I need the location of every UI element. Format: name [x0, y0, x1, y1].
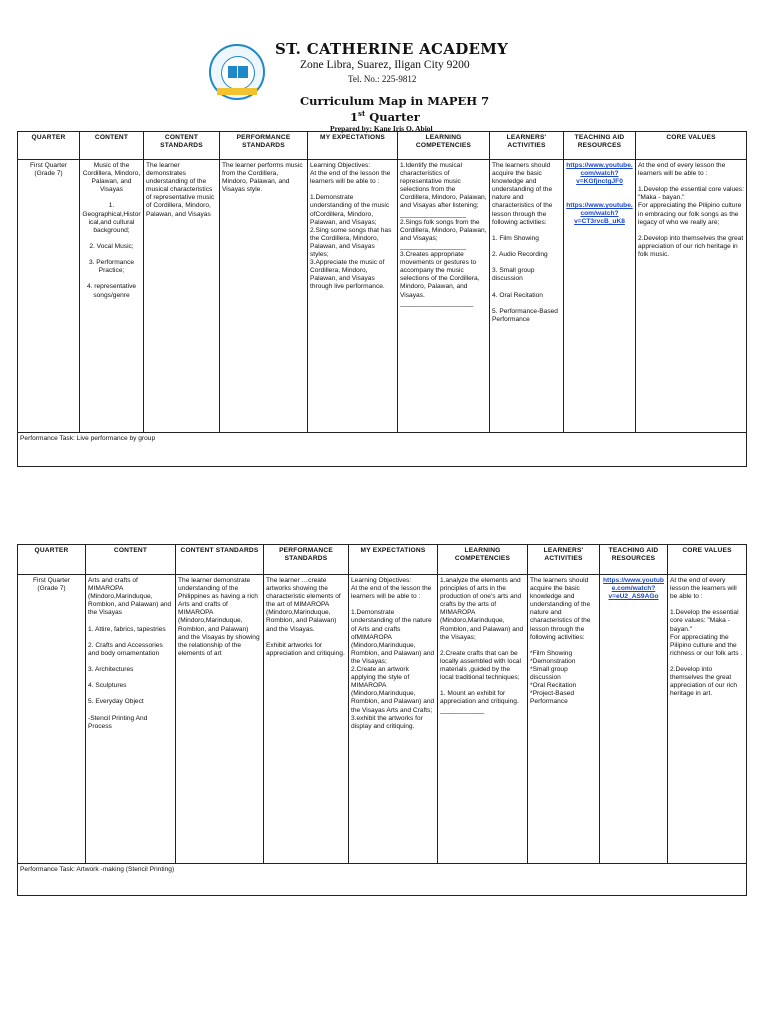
document-title: Curriculum Map in MAPEH 7: [300, 94, 490, 108]
teaching-aid-cell: [600, 575, 668, 864]
core-values-cell: At the end of every lesson the learners will be able to : 1.Develop the essential core values: "Maka - bayan." For appreciating the Pilipino culture and the richness or our folk arts . 2.Develop into themselves the great appreciation of our rich heritage in art.: [668, 575, 747, 864]
header-row: [18, 132, 747, 160]
activities-cell: The learners should acquire the basic knowledge and understanding of the nature and characteristics of the lesson through the following activities: 1. Film Showing 2. Audio Recording 3. Small group discussion 4. Oral Recitation 5. Performance-Based Performance: [490, 160, 564, 433]
quarter-word: Quarter: [365, 109, 420, 124]
col-header-expectations: MY EXPECTATIONS: [308, 132, 398, 160]
school-telephone: Tel. No.: 225-9812: [348, 74, 417, 84]
col-header-content-standards: CONTENT STANDARDS: [144, 132, 220, 160]
seal-inner-ring: [221, 56, 255, 90]
performance-standards-cell: The learner performs music from the Cordillera, Mindoro, Palawan, and Visayas style.: [220, 160, 308, 433]
core-values-cell: At the end of every lesson the learners will be able to : 1.Develop the essential core values: "Maka - bayan." For appreciating the Pilipino culture in embracing our folk songs as the legacy of who we really are; 2.Develop into themselves the great appreciation of our rich heritage in folk music.: [636, 160, 747, 433]
quarter-title: [350, 109, 420, 124]
content-standards-cell: The learner demonstrates understanding of the musical characteristics of representative music of Cordillera, Mindoro, Palawan, and Visayas: [144, 160, 220, 433]
teaching-aid-cell: [564, 160, 636, 433]
performance-task-row: [18, 433, 747, 467]
content-cell: Music of the Cordillera, Mindoro, Palawan, and Visayas 1. Geographical,Historical,and cultural background; 2. Vocal Music; 3. Performance Practice; 4. representative songs/genre: [80, 160, 144, 433]
school-seal-icon: [209, 44, 265, 100]
content-standards-cell: The learner demonstrate understanding of the Philippines as having a rich Arts and crafts of MIMAROPA (Mindoro,Marinduque, Romblon, and Palawan) and the Visayas by showing the relationship of the elements of art: [176, 575, 264, 864]
school-address: Zone Libra, Suarez, Iligan City 9200: [300, 59, 470, 71]
performance-standards-cell: The learner …create artworks showing the characteristic elements of the art of MIMAROPA (Mindoro,Marinduque, Romblon, and Palawan) and the Visayas. Exhibit artworks for appreciation and critiquing.: [264, 575, 349, 864]
competencies-cell: 1.Identify the musical characteristics of representative music selections from the Cordillera, Mindoro, Palawan, and Visayas after listening; __________________ 2.Sings folk songs from the Cordillera, Mindoro, Palawan, and Visayas; __________________ 3.Creates appropriate movements or gestures to accompany the music selections of the Cordillera, Mindoro, Palawan, and Visayas. ____________________: [398, 160, 490, 433]
content-cell: Arts and crafts of MIMAROPA (Mindoro,Marinduque, Romblon, and Palawan) and the Visayas 1. Attire, fabrics, tapestries 2. Crafts and Accessories and body ornamentation 3. Architectures 4. Sculptures 5. Everyday Object -Stencil Printing And Process: [86, 575, 176, 864]
col-header-performance-standards: PERFORMANCE STANDARDS: [220, 132, 308, 160]
quarter-cell: First Quarter (Grade 7): [18, 575, 86, 864]
performance-task: Performance Task: Artwork -making (Stencil Printing): [18, 864, 747, 896]
book-icon: [228, 66, 248, 78]
table-row: [18, 575, 747, 864]
col-header-teaching-aid: TEACHING AID RESOURCES: [564, 132, 636, 160]
youtube-link[interactable]: https://www.youtube.com/watch?v=CT3rvcB_uK8: [566, 202, 633, 226]
header-row: [18, 545, 747, 575]
quarter-number: 1: [350, 109, 359, 124]
expectations-cell: Learning Objectives: At the end of the lesson the learners will be able to : 1.Demonstrate understanding of the music ofCordillera, Mindoro, Palawan, and Visayas; 2.Sing some songs that has the Cordillera, Mindoro, Palawan, and Visayas styles; 3.Appreciate the music of Cordillera, Mindoro, Palawan, and Visayas through live performance.: [308, 160, 398, 433]
col-header-quarter: QUARTER: [18, 545, 86, 575]
col-header-quarter: QUARTER: [18, 132, 80, 160]
col-header-content: CONTENT: [80, 132, 144, 160]
col-header-learning-competencies: LEARNING COMPETENCIES: [438, 545, 528, 575]
col-header-core-values: CORE VALUES: [636, 132, 747, 160]
prepared-by: Prepared by: Kane Iris O. Abiol: [330, 124, 433, 133]
youtube-link[interactable]: https://www.youtube.com/watch?v=eU2_AS9AGo: [603, 577, 664, 601]
expectations-cell: Learning Objectives: At the end of the lesson the learners will be able to : 1.Demonstrate understanding of the nature of Arts and crafts ofMIMAROPA (Mindoro,Marinduque, Romblon, and Palawan) and the Visayas; 2.Create an artwork applying the style of MIMAROPA (Mindoro,Marinduque, Romblon, and Palawan) and the Visayas Arts and Crafts; 3.exhibit the artworks for display and critiquing.: [349, 575, 438, 864]
col-header-content: CONTENT: [86, 545, 176, 575]
col-header-content-standards: CONTENT STANDARDS: [176, 545, 264, 575]
col-header-learning-competencies: LEARNING COMPETENCIES: [398, 132, 490, 160]
seal-ribbon: [217, 88, 257, 95]
curriculum-map-table-arts: [17, 544, 747, 896]
col-header-expectations: MY EXPECTATIONS: [349, 545, 438, 575]
col-header-core-values: CORE VALUES: [668, 545, 747, 575]
activities-cell: The learners should acquire the basic knowledge and understanding of the nature and characteristics of the lesson through the following activities: *Film Showing *Demonstration *Small group discussion *Oral Recitation *Project-Based Performance: [528, 575, 600, 864]
col-header-learners-activities: LEARNERS' ACTIVITIES: [490, 132, 564, 160]
col-header-learners-activities: LEARNERS' ACTIVITIES: [528, 545, 600, 575]
book-spine: [237, 66, 238, 78]
competencies-cell: 1.analyze the elements and principles of arts in the production of one's arts and crafts by the arts of MIMAROPA (Mindoro,Marinduque, Romblon, and Palawan) and the Visayas; 2.Create crafts that can be locally assembled with local materials ,guided by the local traditional techniques; 1. Mount an exhibit for appreciation and critiquing. ____________: [438, 575, 528, 864]
youtube-link[interactable]: https://www.youtube.com/watch?v=KGfjnctgJF0: [566, 162, 633, 186]
performance-task: Performance Task: Live performance by group: [18, 433, 747, 467]
table-row: [18, 160, 747, 433]
quarter-cell: First Quarter (Grade 7): [18, 160, 80, 433]
curriculum-map-table-music: [17, 131, 747, 467]
performance-task-row: [18, 864, 747, 896]
col-header-performance-standards: PERFORMANCE STANDARDS: [264, 545, 349, 575]
quarter-ordinal-suffix: st: [358, 109, 366, 118]
school-name: ST. CATHERINE ACADEMY: [275, 40, 509, 58]
col-header-teaching-aid: TEACHING AID RESOURCES: [600, 545, 668, 575]
